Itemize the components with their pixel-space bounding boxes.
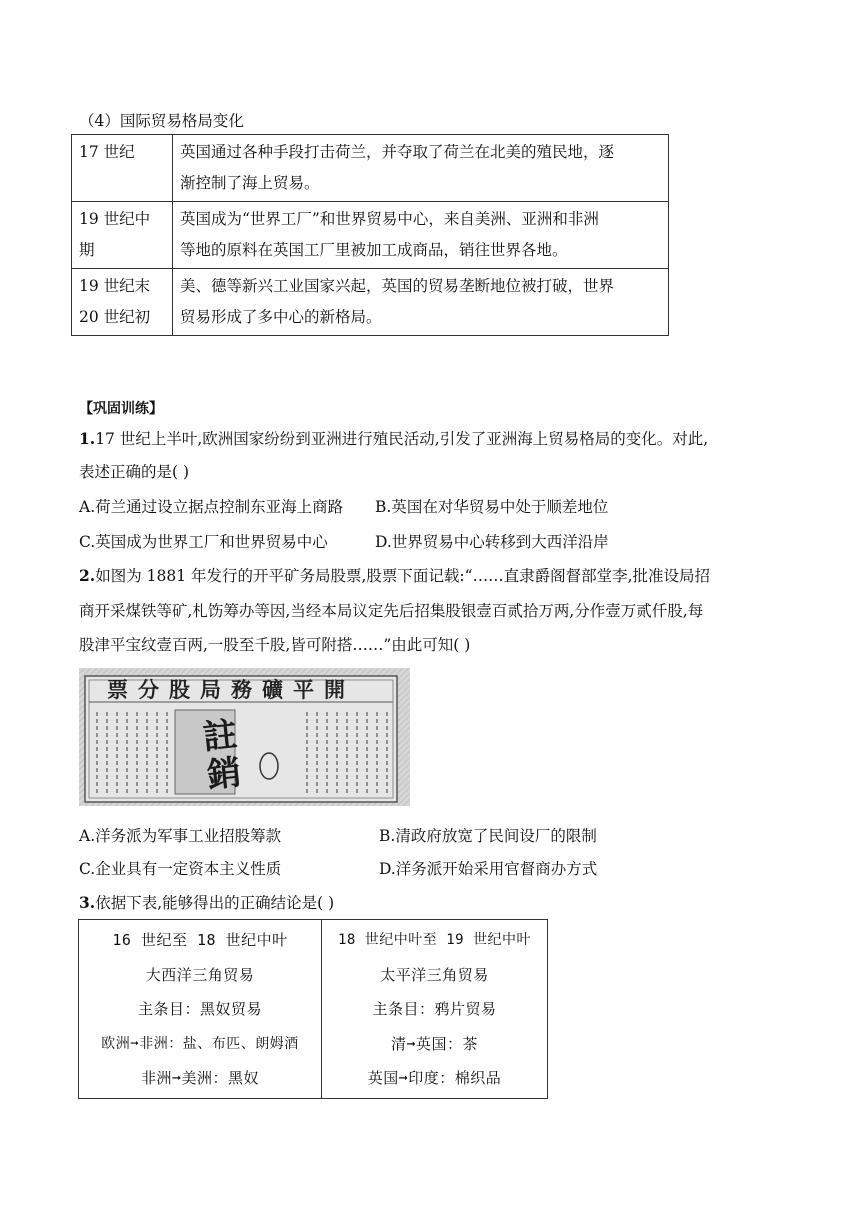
question-text: 依据下表,能够得出的正确结论是( ) (95, 894, 335, 912)
cell-line: 清➞英国：茶 (390, 1034, 479, 1053)
option-a: A.荷兰通过设立据点控制东亚海上商路 (79, 498, 344, 516)
content-text: 渐控制了海上贸易。 (180, 174, 320, 192)
option-d: D.世界贸易中心转移到大西洋沿岸 (375, 533, 609, 551)
question-3-line-1 (79, 893, 334, 913)
content-text: 英国成为“世界工厂”和世界贸易中心，来自美洲、亚洲和非洲 (180, 210, 599, 228)
period-cell (72, 135, 173, 202)
content-cell (173, 135, 669, 202)
option-b: B.英国在对华贸易中处于顺差地位 (375, 498, 609, 516)
content-text: 贸易形成了多中心的新格局。 (180, 308, 382, 326)
period-cell (72, 202, 173, 269)
cell-line: 欧洲➞非洲：盐、布匹、朗姆酒 (101, 1035, 299, 1052)
option-b: B.清政府放宽了民间设厂的限制 (379, 827, 597, 845)
option-c: C.企业具有一定资本主义性质 (79, 860, 282, 878)
question-1-line-2: 表述正确的是( ) (79, 463, 190, 481)
content-text: 等地的原料在英国工厂里被加工成商品，销往世界各地。 (180, 241, 568, 259)
cell-line: 英国➞印度：棉织品 (367, 1069, 502, 1087)
table-row (72, 269, 669, 336)
period-text: 19 世纪末 (79, 277, 151, 295)
question-number: 2. (79, 566, 96, 585)
content-text: 英国通过各种手段打击荷兰，并夺取了荷兰在北美的殖民地，逐 (180, 143, 615, 161)
cell-line: 大西洋三角贸易 (145, 965, 255, 984)
content-cell (173, 269, 669, 336)
cell-line: 非洲➞美洲：黑奴 (140, 1069, 260, 1087)
period-text: 期 (79, 241, 95, 259)
question-number: 3. (79, 893, 96, 912)
option-d: D.洋务派开始采用官督商办方式 (379, 860, 598, 878)
stock-certificate-image (79, 668, 410, 806)
question-2-line-2: 商开采煤铁等矿,札饬筹办等因,当经本局议定先后招集股银壹百贰拾万两,分作壹万贰仟股,每 (79, 602, 704, 620)
table-row (72, 135, 669, 202)
cell-line: 16 世纪至 18 世纪中叶 (112, 931, 288, 949)
cancelled-stamp: 註銷 (201, 714, 244, 796)
question-2-line-3: 股津平宝纹壹百两,一股至千股,皆可附搭……”由此可知( ) (79, 636, 471, 654)
cell-line: 18 世纪中叶至 19 世纪中叶 (337, 932, 531, 948)
question-text: 如图为 1881 年发行的开平矿务局股票,股票下面记载:“……直隶爵阁督部堂李,批准设局招 (95, 567, 710, 585)
period-text: 20 世纪初 (79, 308, 151, 326)
triangular-trade-table (78, 919, 548, 1099)
cell-line: 主条目：黑奴贸易 (137, 1000, 262, 1018)
content-text: 美、德等新兴工业国家兴起，英国的贸易垄断地位被打破，世界 (180, 277, 615, 295)
option-a: A.洋务派为军事工业招股筹款 (79, 827, 282, 845)
section-heading: （4）国际贸易格局变化 (79, 112, 244, 130)
period-text: 19 世纪中 (79, 210, 151, 228)
trade-pattern-table (71, 134, 669, 336)
period-cell (72, 269, 173, 336)
cell-line: 太平洋三角贸易 (380, 965, 489, 984)
option-c: C.英国成为世界工厂和世界贸易中心 (79, 533, 328, 551)
practice-heading: 【巩固训练】 (79, 401, 163, 417)
cell-line: 主条目：鸦片贸易 (372, 1000, 497, 1018)
question-text: 17 世纪上半叶,欧洲国家纷纷到亚洲进行殖民活动,引发了亚洲海上贸易格局的变化。对此, (95, 430, 709, 448)
period-text: 17 世纪 (79, 143, 135, 161)
question-1-line-1 (79, 429, 708, 449)
pacific-trade-cell (322, 920, 548, 1099)
content-cell (173, 202, 669, 269)
question-2-line-1 (79, 566, 710, 586)
table-row (72, 202, 669, 269)
table-row (79, 920, 548, 1099)
certificate-title: 票分股局務礦平開 (107, 677, 355, 702)
atlantic-trade-cell (79, 920, 322, 1099)
question-number: 1. (79, 429, 96, 448)
